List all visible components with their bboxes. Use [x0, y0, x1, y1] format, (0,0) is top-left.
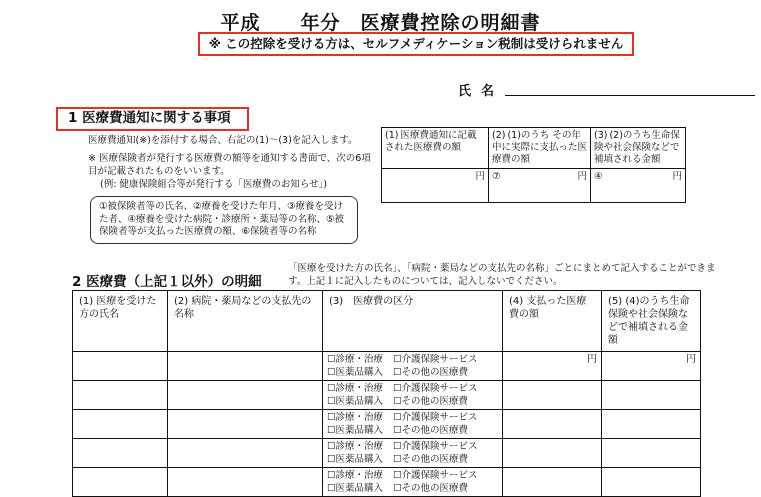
table-row	[73, 352, 701, 381]
patient-name-cell[interactable]	[73, 381, 168, 410]
checkbox-other[interactable]: ☐その他の医療費	[393, 396, 469, 407]
checkbox-kaigo[interactable]: ☐介護保険サービス	[393, 441, 478, 452]
payee-name-cell[interactable]	[168, 381, 323, 410]
checkbox-iyakuhin[interactable]: ☐医薬品購入	[327, 454, 384, 465]
page-title: 平成 年分 医療費控除の明細書	[220, 12, 541, 34]
category-cell	[323, 410, 503, 439]
checkbox-kaigo[interactable]: ☐介護保険サービス	[393, 354, 478, 365]
compensated-amount-cell[interactable]	[602, 410, 701, 439]
payee-name-cell[interactable]	[168, 468, 323, 497]
payee-name-cell[interactable]	[168, 439, 323, 468]
header-compensated-amount: (5) (4)のうち生命保険や社会保険などで補填される金額	[602, 291, 701, 352]
checkbox-other[interactable]: ☐その他の医療費	[393, 367, 469, 378]
header-paid-amount: (4) 支払った医療費の額	[503, 291, 602, 352]
header-expense-category: (3) 医療費の区分	[323, 291, 503, 352]
checkbox-shinryo[interactable]: ☐診療・治療	[327, 441, 384, 452]
col3-header: (3) (2)のうち生命保険や社会保険などで補填される金額	[591, 128, 686, 169]
section2-note: 「医療を受けた方の氏名」、「病院・薬局などの支払先の名称」ごとにまとめて記入することができます。上記１に記入したものについては、記入しないでください。	[288, 263, 716, 287]
category-cell	[323, 468, 503, 497]
patient-name-cell[interactable]	[73, 410, 168, 439]
table-row	[73, 381, 701, 410]
table-row	[73, 468, 701, 497]
checkbox-iyakuhin[interactable]: ☐医薬品購入	[327, 396, 384, 407]
checkbox-iyakuhin[interactable]: ☐医薬品購入	[327, 483, 384, 494]
patient-name-cell[interactable]	[73, 439, 168, 468]
col3-value[interactable]: ④ 円	[591, 169, 686, 203]
checkbox-shinryo[interactable]: ☐診療・治療	[327, 470, 384, 481]
paid-amount-cell[interactable]: 円	[503, 352, 602, 381]
checkbox-kaigo[interactable]: ☐介護保険サービス	[393, 412, 478, 423]
section1-items-box: ①被保険者等の氏名、②療養を受けた年月、③療養を受けた者、④療養を受けた病院・診療所・薬局等の名称、⑤被保険者等が支払った医療費の額、⑥保険者等の名称	[90, 196, 358, 244]
section1-example: (例: 健康保険組合等が発行する「医療費のお知らせ」)	[100, 179, 328, 190]
paid-amount-cell[interactable]	[503, 468, 602, 497]
notice-amount-table	[381, 127, 686, 203]
section1-heading: 1 医療費通知に関する事項	[56, 107, 249, 131]
col1-header: (1) 医療費通知に記載された医療費の額	[382, 128, 489, 169]
checkbox-other[interactable]: ☐その他の医療費	[393, 454, 469, 465]
col2-header: (2) (1)のうち その年中に実際に支払った医療費の額	[489, 128, 591, 169]
table-row	[73, 410, 701, 439]
category-cell	[323, 352, 503, 381]
compensated-amount-cell[interactable]	[602, 381, 701, 410]
checkbox-shinryo[interactable]: ☐診療・治療	[327, 354, 384, 365]
section1-note: ※ 医療保険者が発行する医療費の額等を通知する書面で、次の6項目が記載されたものをいいます。	[88, 153, 371, 177]
compensated-amount-cell[interactable]: 円	[602, 352, 701, 381]
checkbox-shinryo[interactable]: ☐診療・治療	[327, 383, 384, 394]
col2-value[interactable]: ⑦ 円	[489, 169, 591, 203]
patient-name-cell[interactable]	[73, 468, 168, 497]
category-cell	[323, 381, 503, 410]
compensated-amount-cell[interactable]	[602, 439, 701, 468]
checkbox-iyakuhin[interactable]: ☐医薬品購入	[327, 367, 384, 378]
checkbox-other[interactable]: ☐その他の医療費	[393, 483, 469, 494]
paid-amount-cell[interactable]	[503, 381, 602, 410]
payee-name-cell[interactable]	[168, 410, 323, 439]
checkbox-shinryo[interactable]: ☐診療・治療	[327, 412, 384, 423]
header-payee-name: (2) 病院・薬局などの支払先の名称	[168, 291, 323, 352]
section2-heading: 2 医療費（上記１以外）の明細	[72, 274, 262, 290]
patient-name-cell[interactable]	[73, 352, 168, 381]
section1-instruction: 医療費通知(※)を添付する場合、右記の(1)～(3)を記入します。	[88, 135, 358, 146]
name-field[interactable]	[505, 95, 755, 96]
checkbox-kaigo[interactable]: ☐介護保険サービス	[393, 470, 478, 481]
checkbox-kaigo[interactable]: ☐介護保険サービス	[393, 383, 478, 394]
compensated-amount-cell[interactable]	[602, 468, 701, 497]
medical-expense-table	[72, 290, 701, 497]
checkbox-other[interactable]: ☐その他の医療費	[393, 425, 469, 436]
category-cell	[323, 439, 503, 468]
payee-name-cell[interactable]	[168, 352, 323, 381]
self-medication-notice: ※ この控除を受ける方は、セルフメディケーション税制は受けられません	[198, 32, 634, 56]
col1-value[interactable]: 円	[382, 169, 489, 203]
name-label: 氏名	[458, 84, 505, 99]
paid-amount-cell[interactable]	[503, 410, 602, 439]
checkbox-iyakuhin[interactable]: ☐医薬品購入	[327, 425, 384, 436]
table-row	[73, 439, 701, 468]
header-patient-name: (1) 医療を受けた方の氏名	[73, 291, 168, 352]
paid-amount-cell[interactable]	[503, 439, 602, 468]
